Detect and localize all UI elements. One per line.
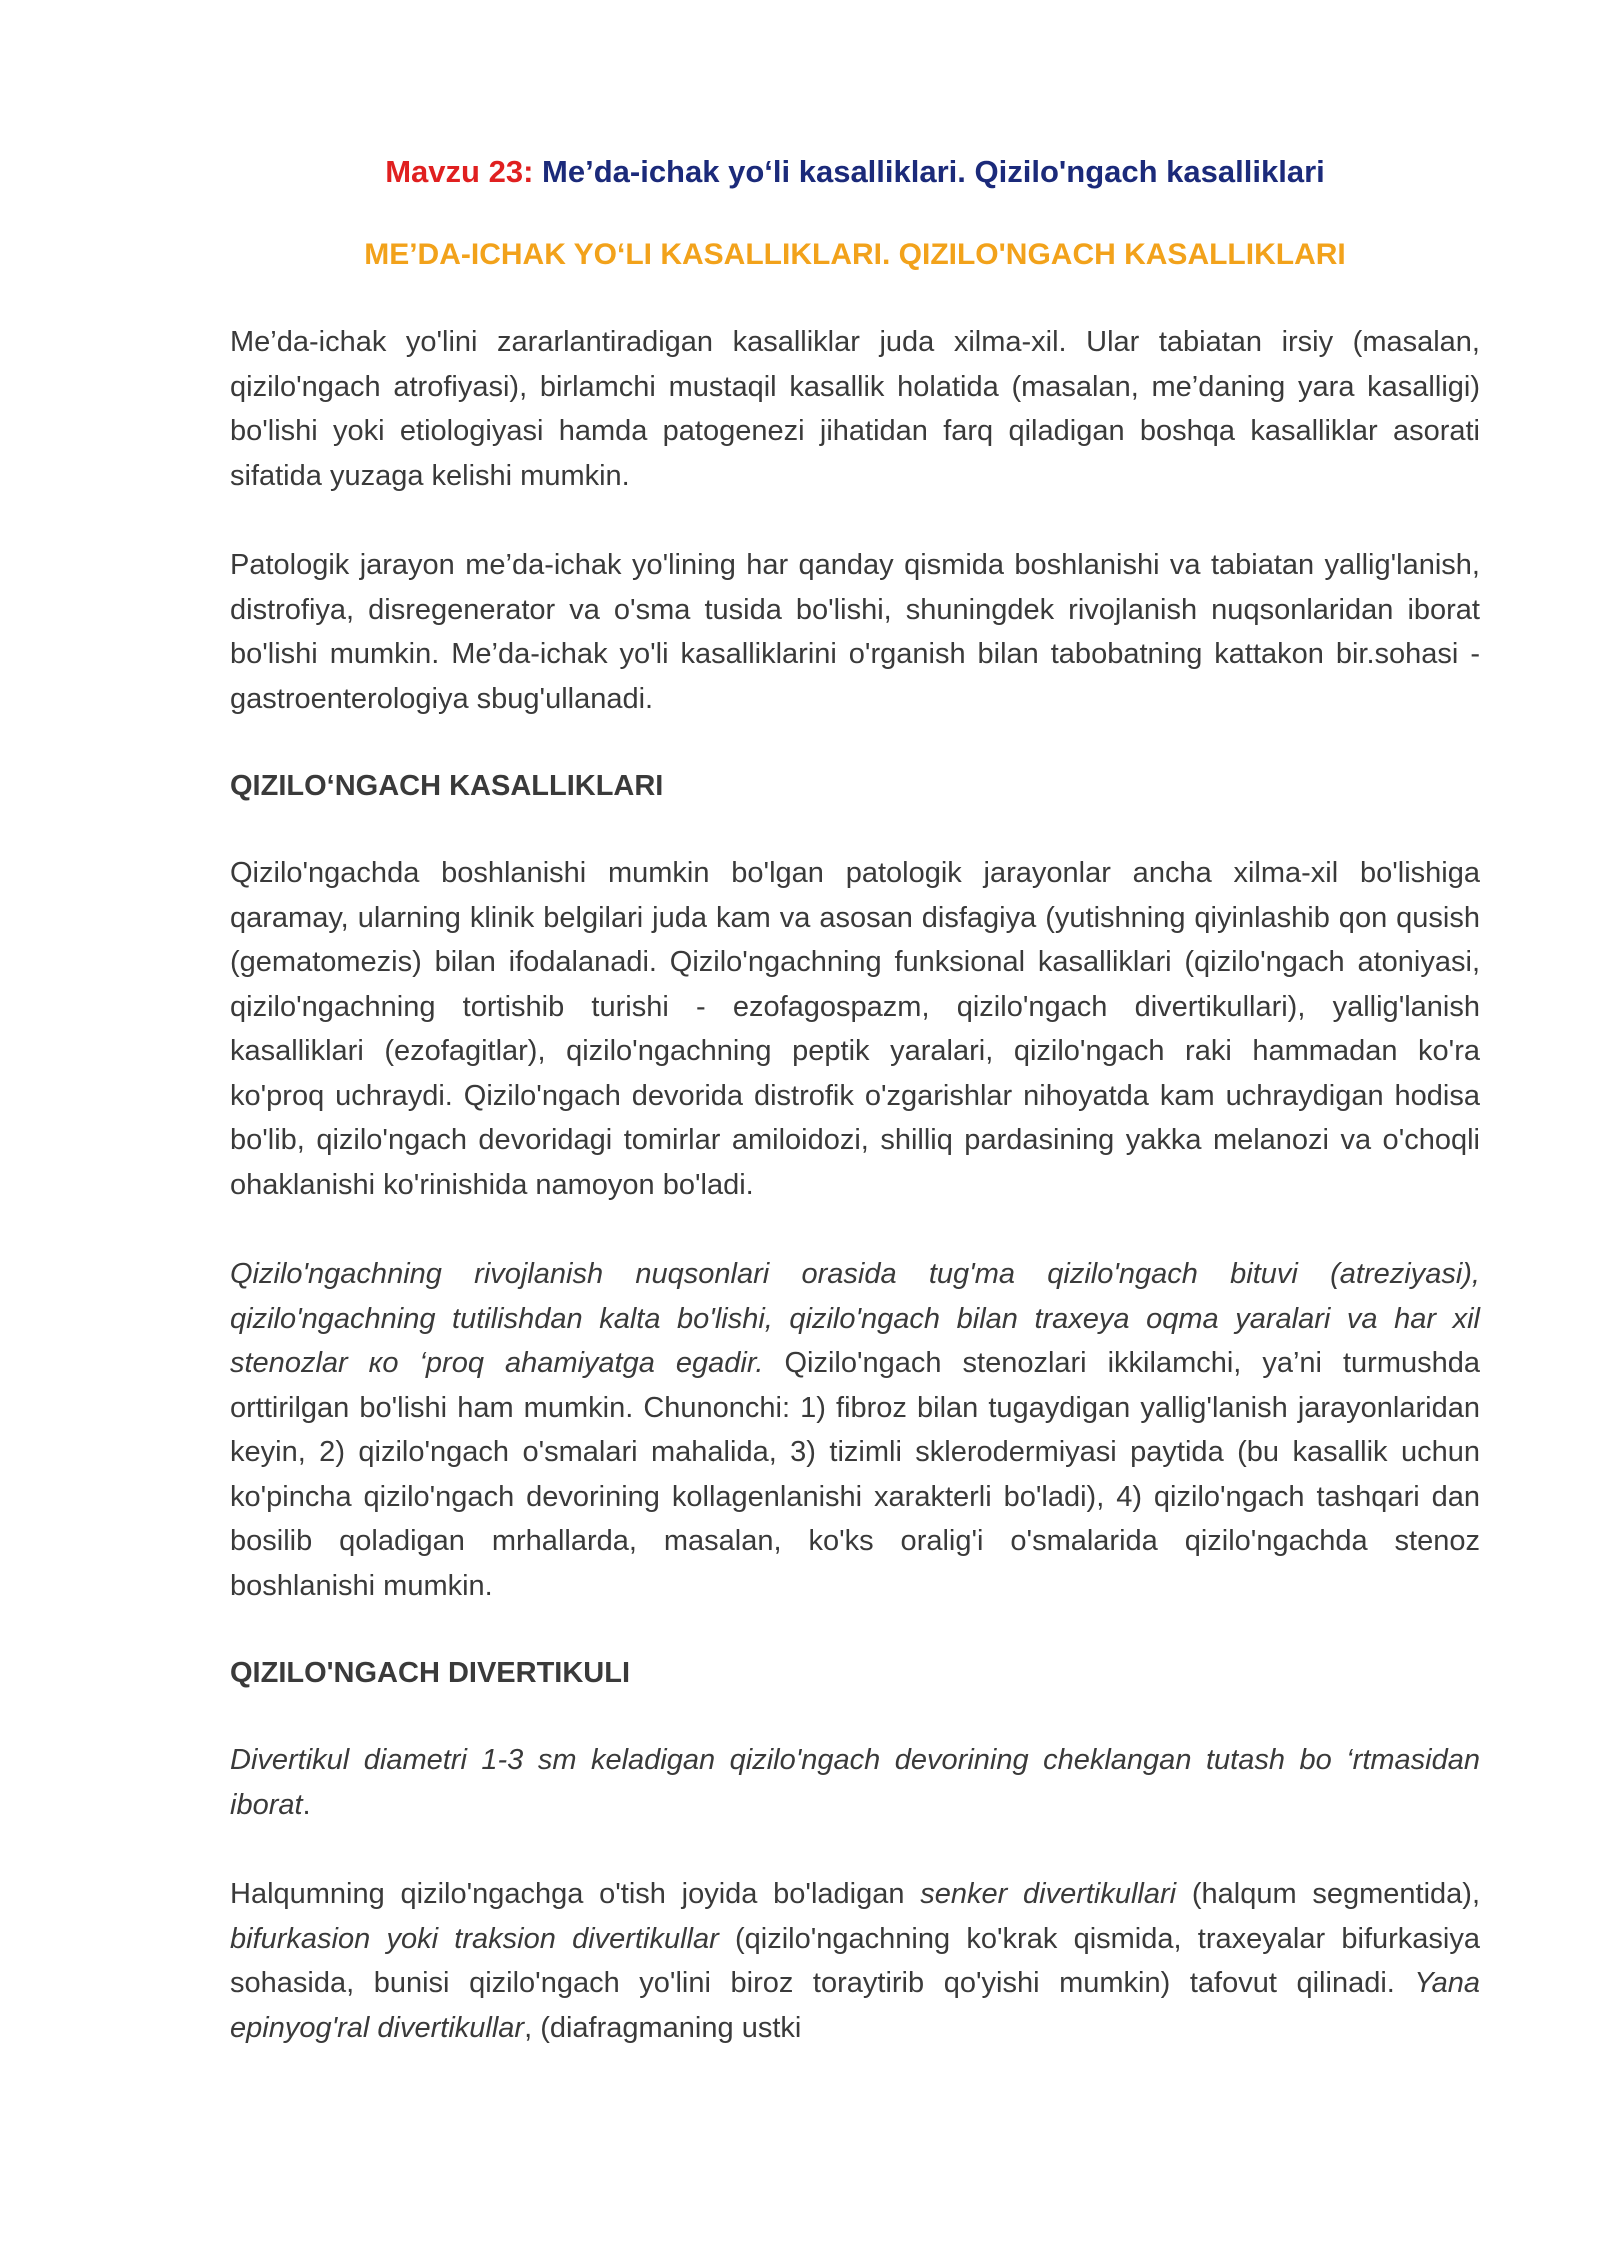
paragraph-pathology: Patologik jarayon me’da-ichak yo'lining har qanday qismida boshlanishi va tabiatan yallig'lanish, distrofiya, disregenerator va o'sma tusida bo'lishi, shuningdek rivojlanish nuqsonlaridan iborat bo'lishi mumkin. Me’da-ichak yo'li kasalliklarini o'rganish bilan tabobatning kattakon bir.sohasi - gastroenterologiya sbug'ullanadi. <box>230 549 1480 715</box>
paragraph-diverticulum-definition <box>230 1738 1480 1827</box>
title-text: Me’da-ichak yo‘li kasalliklari. Qizilo'ngach kasalliklari <box>542 154 1325 189</box>
body-text: (halqum segmentida), <box>1176 1878 1480 1910</box>
section-heading-diverticulum: QIZILO'NGACH DIVERTIKULI <box>230 1657 630 1689</box>
page-title <box>230 150 1480 194</box>
italic-text: senker divertikullari <box>920 1878 1177 1910</box>
body-text: (qizilo'ngachning ko'krak qismida, traxeyalar bifurkasiya sohasida, bunisi qizilo'ngach yo'lini biroz toraytirib qo'yishi mumkin) tafovut qilinadi. <box>230 1922 1480 1999</box>
italic-text: Yana epinyog'ral divertikullar <box>230 1967 1480 2044</box>
title-label: Mavzu 23: <box>385 154 534 189</box>
italic-text: bifurkasion yoki traksion divertikullar <box>230 1922 719 1955</box>
paragraph-diverticulum-types <box>230 1872 1480 2050</box>
page-subtitle: ME’DA-ICHAK YO‘LI KASALLIKLARI. QIZILO'NGACH KASALLIKLARI <box>364 238 1346 271</box>
paragraph-development-defects <box>230 1252 1480 1608</box>
section-heading-esophagus-diseases: QIZILO‘NGACH KASALLIKLARI <box>230 770 664 802</box>
body-text: Qizilo'ngach stenozlari ikkilamchi, ya’ni turmushda orttirilgan bo'lishi ham mumkin. Chunonchi: 1) fibroz bilan tugaydigan yallig'lanish jarayonlaridan keyin, 2) qizilo'ngach o'smalari mahalida, 3) tizimli sklerodermiyasi paytida (bu kasallik uchun ko'pincha qizilo'ngach devorining kollagenlanishi xarakterli bo'ladi), 4) qizilo'ngach tashqari dan bosilib qoladigan mrhallarda, masalan, ko'ks oralig'i o'smalarida qizilo'ngachda stenoz boshlanishi mumkin. <box>230 1347 1480 1602</box>
paragraph-esophagus-diseases: Qizilo'ngachda boshlanishi mumkin bo'lgan patologik jarayonlar ancha xilma-xil bo'lishiga qaramay, ularning klinik belgilari juda kam va asosan disfagiya (yutishning qiyinlashib qon qusish (gematomezis) bilan ifodalanadi. Qizilo'ngachning funksional kasalliklari (qizilo'ngach atoniyasi, qizilo'ngachning tortishib turishi - ezofagospazm, qizilo'ngach divertikullari), yallig'lanish kasalliklari (ezofagitlar), qizilo'ngachning peptik yaralari, qizilo'ngach raki hammadan ko'ra ko'proq uchraydi. Qizilo'ngach devorida distrofik o'zgarishlar nihoyatda kam uchraydigan hodisa bo'lib, qizilo'ngach devoridagi tomirlar amiloidozi, shilliq pardasining yakka melanozi va o'choqli ohaklanishi ko'rinishida namoyon bo'ladi. <box>230 857 1480 1201</box>
paragraph-intro: Me’da-ichak yo'lini zararlantiradigan kasalliklar juda xilma-xil. Ular tabiatan irsiy (masalan, qizilo'ngach atrofiyasi), birlamchi mustaqil kasallik holatida (masalan, me’daning yara kasalligi) bo'lishi yoki etiologiyasi hamda patogenezi jihatidan farq qiladigan boshqa kasalliklar asorati sifatida yuzaga kelishi mumkin. <box>230 326 1480 492</box>
body-text: Halqumning qizilo'ngachga o'tish joyida bo'ladigan <box>230 1878 921 1910</box>
body-text: . <box>302 1788 311 1821</box>
body-text: , (diafragmaning ustki <box>524 2011 802 2044</box>
italic-text: Divertikul diametri 1-3 sm keladigan qizilo'ngach devorining cheklangan tutash bo ‘rtmasidan iborat <box>230 1744 1480 1821</box>
italic-text: Qizilo'ngachning rivojlanish nuqsonlari orasida tug'ma qizilo'ngach bituvi (atreziyasi), qizilo'ngachning tutilishdan kalta bo'lishi, qizilo'ngach bilan traxeya oqma yaralari va har xil stenozlar ко ‘proq ahamiyatga egadir. <box>230 1258 1480 1379</box>
